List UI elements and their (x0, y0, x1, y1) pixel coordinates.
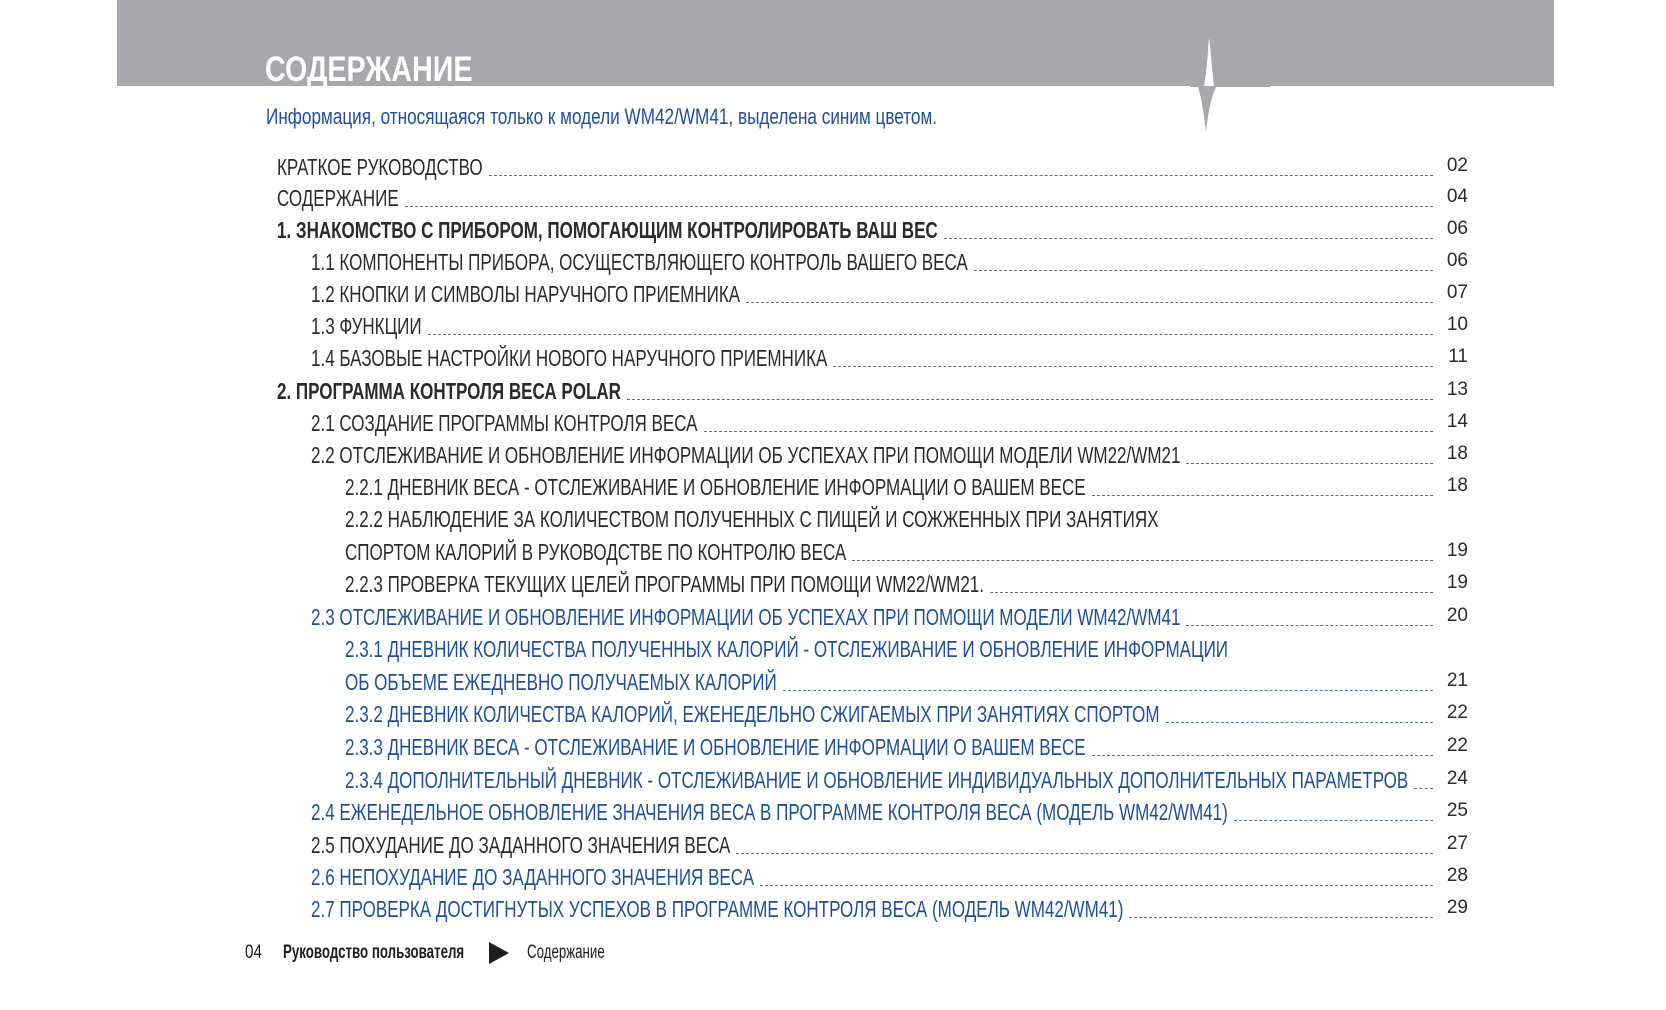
page-subtitle: Информация, относящаяся только к модели WM42/WM41, выделена синим цветом. (266, 104, 938, 129)
toc-leader-dots (428, 334, 1433, 335)
toc-page-number: 22 (1446, 735, 1468, 756)
toc-entry-title (345, 700, 1160, 728)
toc-entry-title-text: 2.3.1 ДНЕВНИК КОЛИЧЕСТВА ПОЛУЧЕННЫХ КАЛОРИЙ - ОТСЛЕЖИВАНИЕ И ОБНОВЛЕНИЕ ИНФОРМАЦИИ (345, 636, 1229, 662)
toc-page-number: 14 (1446, 411, 1468, 432)
toc-entry[interactable] (345, 635, 1470, 695)
toc-entry-title-text: 2.3.2 ДНЕВНИК КОЛИЧЕСТВА КАЛОРИЙ, ЕЖЕНЕДЕЛЬНО СЖИГАЕМЫХ ПРИ ЗАНЯТИЯХ СПОРТОМ (345, 701, 1160, 727)
toc-page-number: 28 (1446, 865, 1468, 886)
toc-entry[interactable] (277, 377, 1470, 405)
footer-guide-label: Руководство пользователя (283, 942, 465, 963)
toc-entry-title-text: 2.3 ОТСЛЕЖИВАНИЕ И ОБНОВЛЕНИЕ ИНФОРМАЦИИ ОБ УСПЕХАХ ПРИ ПОМОЩИ МОДЕЛИ WM42/WM41 (311, 604, 1181, 630)
toc-entry[interactable] (311, 344, 1470, 372)
toc-entry-title (345, 766, 1408, 794)
toc-entry-title-text: 2.3.3 ДНЕВНИК ВЕСА - ОТСЛЕЖИВАНИЕ И ОБНОВЛЕНИЕ ИНФОРМАЦИИ О ВАШЕМ ВЕСЕ (345, 734, 1086, 760)
toc-page-number: 02 (1446, 155, 1468, 176)
toc-page-number: 06 (1446, 250, 1468, 271)
toc-entry-title (345, 733, 1086, 761)
toc-entry-title (311, 441, 1180, 469)
toc-entry-title-text: 2. ПРОГРАММА КОНТРОЛЯ ВЕСА POLAR (277, 378, 621, 404)
toc-entry-title-text: КРАТКОЕ РУКОВОДСТВО (277, 154, 483, 180)
toc-leader-dots (704, 431, 1433, 432)
toc-leader-dots (852, 560, 1433, 561)
toc-leader-dots (1092, 495, 1433, 496)
toc-entry-title (345, 473, 1086, 501)
toc-entry-title-text: 1.2 КНОПКИ И СИМВОЛЫ НАРУЧНОГО ПРИЕМНИКА (311, 281, 741, 307)
toc-leader-dots (833, 366, 1433, 367)
toc-entry[interactable] (311, 441, 1470, 469)
toc-entry-title-text: 2.2.2 НАБЛЮДЕНИЕ ЗА КОЛИЧЕСТВОМ ПОЛУЧЕННЫХ С ПИЩЕЙ И СОЖЖЕННЫХ ПРИ ЗАНЯТИЯХ (345, 506, 1159, 532)
toc-leader-dots (783, 690, 1433, 691)
toc-leader-dots (974, 270, 1433, 271)
toc-entry[interactable] (277, 216, 1470, 244)
toc-entry[interactable] (345, 700, 1470, 728)
toc-leader-dots (1092, 755, 1433, 756)
toc-entry[interactable] (345, 473, 1470, 501)
toc-entry[interactable] (345, 733, 1470, 761)
toc-entry-title (311, 409, 698, 437)
toc-leader-dots (944, 238, 1433, 239)
page-title: СОДЕРЖАНИЕ (265, 50, 473, 89)
toc-entry-title-text: СОДЕРЖАНИЕ (277, 185, 399, 211)
toc-leader-dots (627, 399, 1433, 400)
toc-page-number: 22 (1446, 702, 1468, 723)
toc-entry-title-text: 2.2 ОТСЛЕЖИВАНИЕ И ОБНОВЛЕНИЕ ИНФОРМАЦИИ ОБ УСПЕХАХ ПРИ ПОМОЩИ МОДЕЛИ WM22/WM21 (311, 442, 1181, 468)
toc-leader-dots (1186, 625, 1433, 626)
toc-page-number: 10 (1446, 314, 1468, 335)
toc-entry[interactable] (277, 153, 1470, 181)
toc-leader-dots (736, 853, 1433, 854)
toc-entry-title-continued: СПОРТОМ КАЛОРИЙ В РУКОВОДСТВЕ ПО КОНТРОЛЮ ВЕСА (345, 539, 847, 565)
toc-leader-dots (1234, 820, 1433, 821)
toc-entry-title (277, 153, 483, 181)
toc-page-number: 29 (1446, 897, 1468, 918)
footer-page-number: 04 (245, 942, 262, 963)
toc-entry-title-text: 1.1 КОМПОНЕНТЫ ПРИБОРА, ОСУЩЕСТВЛЯЮЩЕГО КОНТРОЛЬ ВАШЕГО ВЕСА (311, 249, 968, 275)
toc-page-number: 24 (1446, 768, 1468, 789)
toc-page-number: 19 (1446, 572, 1468, 593)
toc-entry-title (311, 895, 1123, 923)
toc-entry[interactable] (311, 831, 1470, 859)
toc-page-number: 06 (1446, 218, 1468, 239)
toc-entry-title (345, 635, 1228, 663)
toc-leader-dots (990, 592, 1433, 593)
toc-entry-title-text: 1. ЗНАКОМСТВО С ПРИБОРОМ, ПОМОГАЮЩИМ КОНТРОЛИРОВАТЬ ВАШ ВЕС (277, 217, 938, 243)
toc-page-number: 25 (1446, 800, 1468, 821)
toc-page-number: 18 (1446, 443, 1468, 464)
toc-entry-title (345, 505, 1159, 533)
toc-entry-title (311, 344, 827, 372)
toc-entry[interactable] (345, 570, 1470, 598)
toc-entry-title-text: 2.7 ПРОВЕРКА ДОСТИГНУТЫХ УСПЕХОВ В ПРОГРАММЕ КОНТРОЛЯ ВЕСА (МОДЕЛЬ WM42/WM41) (311, 896, 1124, 922)
toc-entry-title-text: 2.6 НЕПОХУДАНИЕ ДО ЗАДАННОГО ЗНАЧЕНИЯ ВЕСА (311, 864, 755, 890)
toc-entry[interactable] (311, 280, 1470, 308)
toc-entry-title-text: 2.4 ЕЖЕНЕДЕЛЬНОЕ ОБНОВЛЕНИЕ ЗНАЧЕНИЯ ВЕСА В ПРОГРАММЕ КОНТРОЛЯ ВЕСА (МОДЕЛЬ WM42/WM41) (311, 799, 1228, 825)
toc-entry-title (277, 184, 399, 212)
toc-leader-dots (1186, 463, 1433, 464)
toc-leader-dots (405, 206, 1433, 207)
toc-page-number: 27 (1446, 833, 1468, 854)
toc-entry-title (277, 216, 938, 244)
toc-page-number: 04 (1446, 186, 1468, 207)
toc-entry[interactable] (311, 863, 1470, 891)
toc-entry[interactable] (311, 798, 1470, 826)
toc-leader-dots (1129, 917, 1433, 918)
toc-entry-title (311, 248, 968, 276)
toc-page-number: 19 (1446, 540, 1468, 561)
toc-entry-title (345, 570, 984, 598)
toc-entry[interactable] (311, 409, 1470, 437)
toc-entry-title-text: 2.1 СОЗДАНИЕ ПРОГРАММЫ КОНТРОЛЯ ВЕСА (311, 410, 698, 436)
toc-entry[interactable] (277, 184, 1470, 212)
toc-page-number: 21 (1446, 670, 1468, 691)
toc-entry-title (311, 312, 422, 340)
footer-section-label: Содержание (527, 942, 605, 963)
toc-page-number: 13 (1446, 379, 1468, 400)
toc-entry[interactable] (311, 312, 1470, 340)
toc-entry-title-text: 1.3 ФУНКЦИИ (311, 313, 422, 339)
toc-entry-title (311, 863, 754, 891)
toc-entry[interactable] (311, 895, 1470, 923)
toc-page-number: 07 (1446, 282, 1468, 303)
play-arrow-icon (489, 942, 509, 964)
toc-leader-dots (1414, 788, 1433, 789)
toc-page-number: 20 (1446, 605, 1468, 626)
toc-entry-title-continued: ОБ ОБЪЕМЕ ЕЖЕДНЕВНО ПОЛУЧАЕМЫХ КАЛОРИЙ (345, 669, 777, 695)
toc-leader-dots (746, 302, 1433, 303)
toc-entry-title-text: 2.5 ПОХУДАНИЕ ДО ЗАДАННОГО ЗНАЧЕНИЯ ВЕСА (311, 832, 731, 858)
toc-entry[interactable] (345, 766, 1470, 794)
toc-entry[interactable] (311, 248, 1470, 276)
toc-entry-title-text: 2.2.3 ПРОВЕРКА ТЕКУЩИХ ЦЕЛЕЙ ПРОГРАММЫ ПРИ ПОМОЩИ WM22/WM21. (345, 571, 984, 597)
toc-entry[interactable] (311, 603, 1470, 631)
toc-entry-title (311, 798, 1228, 826)
toc-page-number: 11 (1448, 346, 1468, 367)
toc-entry-title (311, 603, 1180, 631)
toc-leader-dots (760, 885, 1433, 886)
toc-entry-title (311, 831, 730, 859)
toc-leader-dots (1166, 722, 1433, 723)
toc-entry[interactable] (345, 505, 1470, 565)
toc-entry-title-text: 2.3.4 ДОПОЛНИТЕЛЬНЫЙ ДНЕВНИК - ОТСЛЕЖИВАНИЕ И ОБНОВЛЕНИЕ ИНДИВИДУАЛЬНЫХ ДОПОЛНИТЕЛЬНЫХ ПАРАМЕТРОВ (345, 767, 1409, 793)
toc-entry-title-text: 2.2.1 ДНЕВНИК ВЕСА - ОТСЛЕЖИВАНИЕ И ОБНОВЛЕНИЕ ИНФОРМАЦИИ О ВАШЕМ ВЕСЕ (345, 474, 1086, 500)
toc-entry-title (277, 377, 621, 405)
toc-page-number: 18 (1446, 475, 1468, 496)
toc-entry-title-text: 1.4 БАЗОВЫЕ НАСТРОЙКИ НОВОГО НАРУЧНОГО ПРИЕМНИКА (311, 345, 828, 371)
toc-leader-dots (489, 175, 1433, 176)
toc-entry-title (311, 280, 740, 308)
